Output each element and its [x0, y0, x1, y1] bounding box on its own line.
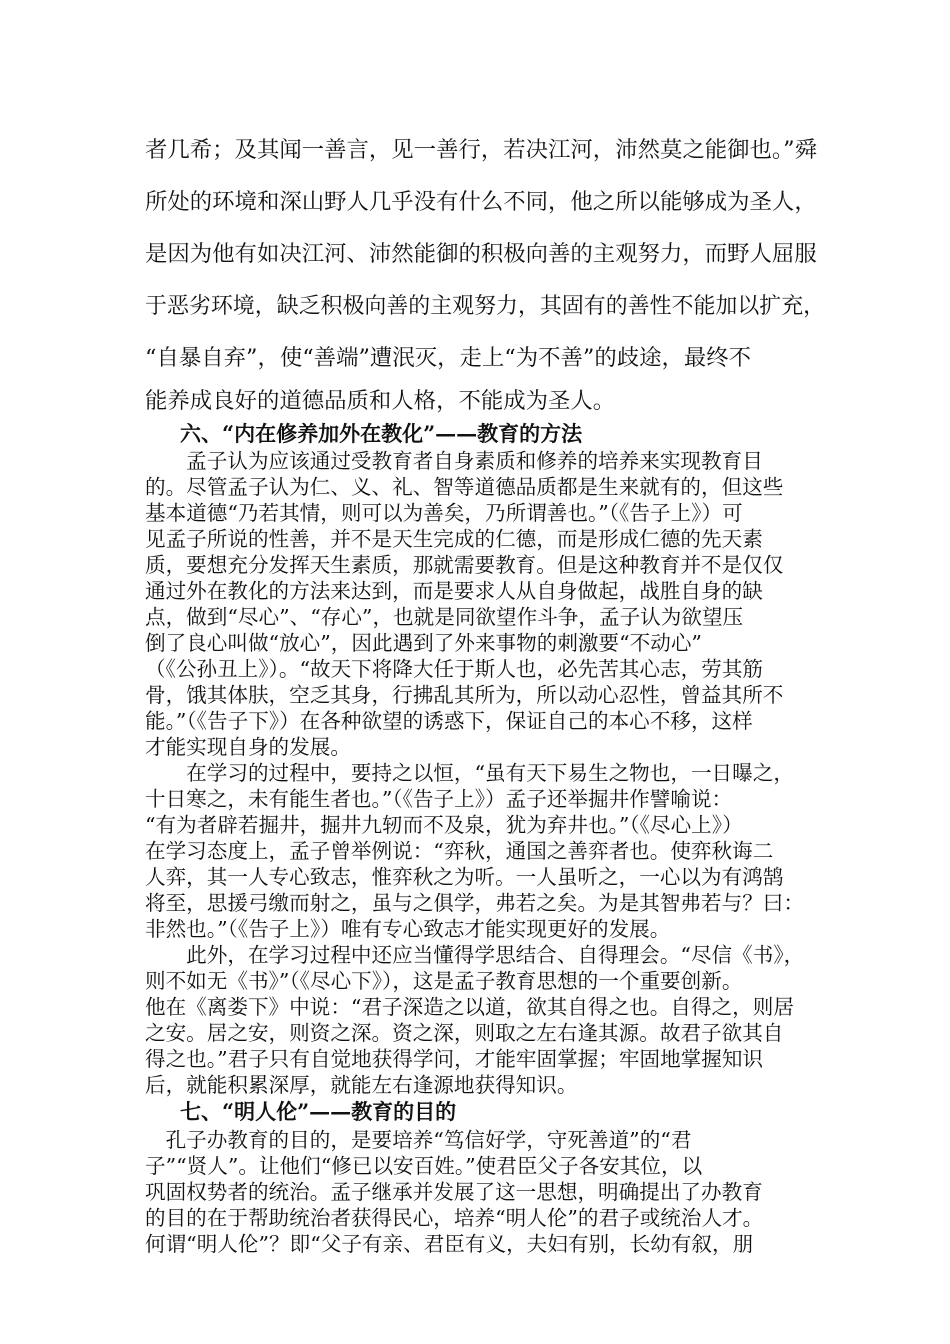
paragraph-line: 得之也。”君子只有自觉地获得学问，才能牢固掌握；牢固地掌握知识 — [145, 1047, 764, 1071]
paragraph-line: 的。尽管孟子认为仁、义、礼、智等道德品质都是生来就有的，但这些 — [145, 475, 784, 499]
paragraph-line: 则不如无《书》”（《尽心下》），这是孟子教育思想的一个重要创新。 — [145, 969, 743, 993]
paragraph-line: 非然也。”（《告子上》）唯有专心致志才能实现更好的发展。 — [145, 917, 671, 941]
paragraph-line: 骨，饿其体肤，空乏其身，行拂乱其所为，所以动心忍性，曾益其所不 — [145, 683, 784, 707]
section-heading: 七、“明人伦”——教育的目的 — [180, 1099, 457, 1124]
paragraph-line: 见孟子所说的性善，并不是天生完成的仁德，而是形成仁德的先天素 — [145, 527, 763, 551]
paragraph-line: 通过外在教化的方法来达到，而是要求人从自身做起，战胜自身的缺 — [145, 579, 763, 603]
paragraph-line: 十日寒之，未有能生者也。”（《告子上》）孟子还举掘井作譬喻说： — [145, 787, 733, 811]
paragraph-line: “有为者辟若掘井，掘井九轫而不及泉，犹为弃井也。”（《尽心上》） — [145, 813, 743, 837]
paragraph-line: 在学习态度上，孟子曾举例说：“弈秋，通国之善弈者也。使弈秋诲二 — [145, 839, 774, 863]
paragraph-line: 基本道德“乃若其情，则可以为善矣，乃所谓善也。”（《告子上》）可 — [145, 501, 743, 525]
paragraph-line: 点，做到“尽心”、“存心”，也就是同欲望作斗争，孟子认为欲望压 — [145, 605, 744, 629]
paragraph-line: 后，就能积累深厚，就能左右逢源地获得知识。 — [145, 1073, 578, 1097]
paragraph-line: 者几希；及其闻一善言，见一善行，若决江河，沛然莫之能御也。”舜 — [145, 137, 817, 163]
paragraph-line: （《公孙丑上》）。“故天下将降大任于斯人也，必先苦其心志，劳其筋 — [145, 657, 764, 681]
paragraph-line: 所处的环境和深山野人几乎没有什么不同，他之所以能够成为圣人， — [145, 189, 817, 215]
paragraph-line: 人弈，其一人专心致志，惟弈秋之为听。一人虽听之，一心以为有鸿鹄 — [145, 865, 784, 889]
paragraph-line: 何谓“明人伦”？即“父子有亲、君臣有义，夫妇有别，长幼有叙，朋 — [145, 1232, 754, 1256]
paragraph-line: 在学习的过程中，要持之以恒，“虽有天下易生之物也，一日曝之， — [145, 761, 794, 785]
paragraph-line: 于恶劣环境，缺乏积极向善的主观努力，其固有的善性不能加以扩充， — [145, 293, 826, 319]
paragraph-line: 是因为他有如决江河、沛然能御的积极向善的主观努力，而野人屈服 — [145, 241, 817, 267]
paragraph-line: 此外，在学习过程中还应当懂得学思结合、自得理会。“尽信《书》， — [145, 943, 805, 967]
section-heading: 六、“内在修养加外在教化”——教育的方法 — [180, 421, 583, 446]
paragraph-line: 能养成良好的道德品质和人格，不能成为圣人。 — [145, 388, 616, 414]
paragraph-line: 孔子办教育的目的，是要培养“笃信好学，守死善道”的“君 — [145, 1128, 692, 1152]
paragraph-line: 倒了良心叫做“放心”，因此遇到了外来事物的刺激要“不动心” — [145, 631, 702, 655]
paragraph-line: 孟子认为应该通过受教育者自身素质和修养的培养来实现教育目 — [145, 449, 763, 473]
paragraph-line: 质，要想充分发挥天生素质，那就需要教育。但是这种教育并不是仅仅 — [145, 553, 784, 577]
paragraph-line: 巩固权势者的统治。孟子继承并发展了这一思想，明确提出了办教育 — [145, 1180, 763, 1204]
paragraph-line: 之安。居之安，则资之深。资之深，则取之左右逢其源。故君子欲其自 — [145, 1021, 784, 1045]
paragraph-line: 才能实现自身的发展。 — [145, 735, 351, 759]
paragraph-line: 将至，思援弓缴而射之，虽与之俱学，弗若之矣。为是其智弗若与？曰： — [145, 891, 804, 915]
paragraph-line: 子”“贤人”。让他们“修已以安百姓。”使君臣父子各安其位，以 — [145, 1154, 703, 1178]
paragraph-line: 能。”（《告子下》）在各种欲望的诱惑下，保证自己的本心不移，这样 — [145, 709, 753, 733]
paragraph-line: 他在《离娄下》中说：“君子深造之以道，欲其自得之也。自得之，则居 — [145, 995, 794, 1019]
paragraph-line: 的目的在于帮助统治者获得民心，培养“明人伦”的君子或统治人才。 — [145, 1206, 764, 1230]
paragraph-line: “自暴自弃”，使“善端”遭泯灭，走上“为不善”的歧途，最终不 — [145, 345, 752, 371]
